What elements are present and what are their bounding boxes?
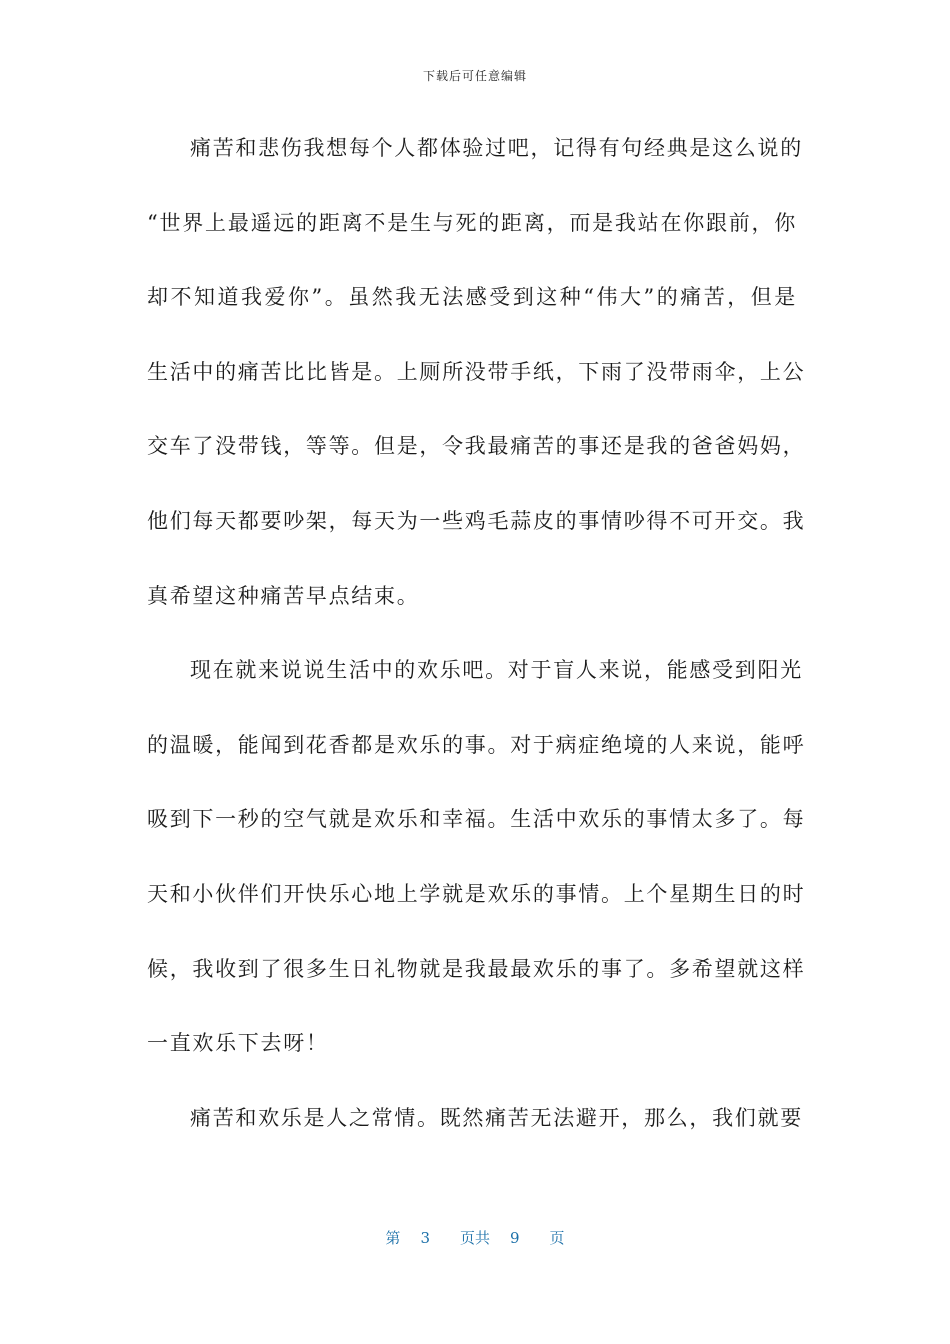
footer-page-suffix: 页 bbox=[549, 1229, 565, 1247]
paragraph-2-line-3: 吸到下一秒的空气就是欢乐和幸福。生活中欢乐的事情太多了。每 bbox=[147, 807, 806, 832]
paragraph-2-line-6: 一直欢乐下去呀！ bbox=[147, 1031, 329, 1056]
page-footer bbox=[0, 1227, 950, 1248]
paragraph-1-line-4: 生活中的痛苦比比皆是。上厕所没带手纸，下雨了没带雨伞，上公 bbox=[147, 359, 806, 384]
paragraph-1-line-3: 却不知道我爱你”。虽然我无法感受到这种“伟大”的痛苦，但是 bbox=[147, 285, 797, 310]
paragraph-2-line-5: 候，我收到了很多生日礼物就是我最最欢乐的事了。多希望就这样 bbox=[147, 956, 806, 981]
paragraph-3-line-1: 痛苦和欢乐是人之常情。既然痛苦无法避开，那么，我们就要 bbox=[190, 1105, 803, 1130]
paragraph-1-line-2: “世界上最遥远的距离不是生与死的距离，而是我站在你跟前，你 bbox=[147, 210, 797, 235]
paragraph-1-line-1: 痛苦和悲伤我想每个人都体验过吧，记得有句经典是这么说的 bbox=[190, 136, 803, 160]
document-body bbox=[147, 125, 806, 1169]
paragraph-1-line-7: 真希望这种痛苦早点结束。 bbox=[147, 583, 420, 608]
footer-total-pages: 9 bbox=[510, 1229, 520, 1247]
paragraph-2-line-4: 天和小伙伴们开快乐心地上学就是欢乐的事情。上个星期生日的时 bbox=[147, 881, 806, 906]
page-header: 下载后可任意编辑 bbox=[422, 69, 527, 83]
paragraph-1-line-5: 交车了没带钱，等等。但是，令我最痛苦的事还是我的爸爸妈妈， bbox=[147, 434, 806, 459]
footer-page-word: 第 bbox=[385, 1229, 401, 1247]
paragraph-2-line-1: 现在就来说说生活中的欢乐吧。对于盲人来说，能感受到阳光 bbox=[190, 658, 803, 683]
footer-page-total-word: 页共 bbox=[459, 1229, 490, 1247]
footer-current-page: 3 bbox=[420, 1229, 430, 1247]
paragraph-2-line-2: 的温暖，能闻到花香都是欢乐的事。对于病症绝境的人来说，能呼 bbox=[147, 732, 806, 757]
paragraph-1-line-6: 他们每天都要吵架，每天为一些鸡毛蒜皮的事情吵得不可开交。我 bbox=[147, 508, 806, 533]
